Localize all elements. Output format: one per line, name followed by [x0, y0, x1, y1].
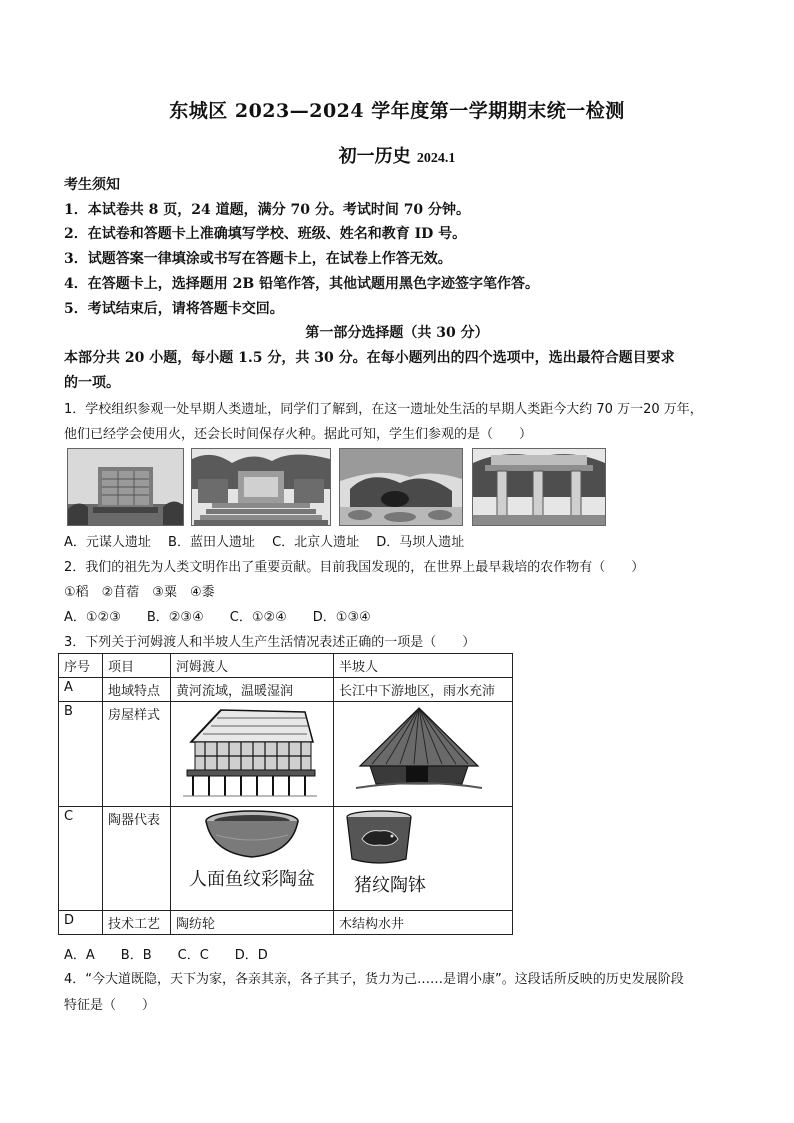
- header-cell: 河姆渡人: [171, 654, 334, 678]
- part1-intro-line1: 本部分共 20 小题，每小题 1.5 分，共 30 分。在每小题列出的四个选项中，选出最符合题目要求: [64, 350, 675, 366]
- table-cell: 技术工艺: [103, 911, 171, 935]
- q3-stem: 3．下列关于河姆渡人和半坡人生产生活情况表述正确的一项是（ ）: [64, 635, 476, 650]
- round-hut-image-cell: [334, 702, 513, 807]
- notice-heading: 考生须知: [64, 177, 120, 193]
- q1-stem-line2: 他们已经学会使用火，还会长时间保存火种。据此可知，学生们参观的是（ ）: [64, 427, 533, 442]
- subject-label: 初一历史: [338, 146, 411, 167]
- table-cell: D: [59, 911, 103, 935]
- table-header-row: [59, 654, 513, 678]
- table-row: [59, 678, 513, 702]
- table-cell: 地域特点: [103, 678, 171, 702]
- table-row: [59, 911, 513, 935]
- site-photo-monument: [67, 448, 184, 526]
- notice-item-2: 2．在试卷和答题卡上准确填写学校、班级、姓名和教育 ID 号。: [64, 226, 467, 242]
- table-cell: 黄河流域，温暖湿润: [171, 678, 334, 702]
- stilt-house-illustration: [173, 704, 323, 800]
- q4-stem-line2: 特征是（ ）: [64, 998, 156, 1013]
- notice-item-1: 1．本试卷共 8 页，24 道题，满分 70 分。考试时间 70 分钟。: [64, 202, 471, 218]
- part1-intro-line2: 的一项。: [64, 375, 120, 391]
- q2-options: A．①②③ B．②③④ C．①②④ D．①③④: [64, 610, 371, 625]
- site-photo-cave: [339, 448, 463, 526]
- notice-item-4: 4．在答题卡上，选择题用 2B 铅笔作答，其他试题用黑色字迹签字笔作答。: [64, 276, 540, 292]
- table-row: [59, 702, 513, 807]
- painted-basin-cell: [171, 807, 334, 911]
- header-cell: 项目: [103, 654, 171, 678]
- pig-bowl-cell: [334, 807, 513, 911]
- q3-options: A．A B．B C．C D．D: [64, 948, 268, 963]
- pig-bowl-caption: 猪纹陶钵: [354, 875, 426, 896]
- stilt-house-image-cell: [171, 702, 334, 807]
- table-cell: B: [59, 702, 103, 807]
- notice-item-5: 5．考试结束后，请将答题卡交回。: [64, 301, 284, 317]
- table-cell: 长江中下游地区，雨水充沛: [334, 678, 513, 702]
- table-cell: A: [59, 678, 103, 702]
- table-cell: 陶纺轮: [171, 911, 334, 935]
- table-row: [59, 807, 513, 911]
- table-cell: C: [59, 807, 103, 911]
- table-cell: 木结构水井: [334, 911, 513, 935]
- pig-bowl-illustration: [344, 809, 414, 867]
- q1-stem-line1: 1．学校组织参观一处早期人类遗址，同学们了解到，在这一遗址处生活的早期人类距今大约 70 万一20 万年，: [64, 402, 703, 417]
- painted-basin-caption: 人面鱼纹彩陶盆: [189, 869, 315, 890]
- painted-basin-illustration: [202, 809, 302, 861]
- notice-item-3: 3．试题答案一律填涂或书写在答题卡上，在试卷上作答无效。: [64, 251, 452, 267]
- round-hut-illustration: [336, 704, 502, 800]
- exam-date: 2024.1: [416, 151, 456, 166]
- table-cell: 房屋样式: [103, 702, 171, 807]
- q1-options: A．元谋人遗址 B．蓝田人遗址 C．北京人遗址 D．马坝人遗址: [64, 535, 465, 550]
- header-cell: 序号: [59, 654, 103, 678]
- header-cell: 半坡人: [334, 654, 513, 678]
- q2-stem-line1: 2．我们的祖先为人类文明作出了重要贡献。目前我国发现的，在世界上最早栽培的农作物有（ ）: [64, 560, 645, 575]
- part1-heading: 第一部分选择题（共 30 分）: [305, 325, 489, 341]
- site-photo-gate: [472, 448, 606, 526]
- q3-table: [58, 653, 513, 935]
- exam-subtitle: [0, 142, 794, 168]
- q4-stem-line1: 4．“今大道既隐，天下为家，各亲其亲，各子其子，货力为己……是谓小康”。这段话所反映的历史发展阶段: [64, 972, 684, 987]
- q2-stem-line2: ①稻 ②苜蓿 ③粟 ④黍: [64, 585, 215, 600]
- exam-title: 东城区 2023—2024 学年度第一学期期末统一检测: [169, 100, 625, 122]
- table-cell: 陶器代表: [103, 807, 171, 911]
- site-photo-steps: [191, 448, 331, 526]
